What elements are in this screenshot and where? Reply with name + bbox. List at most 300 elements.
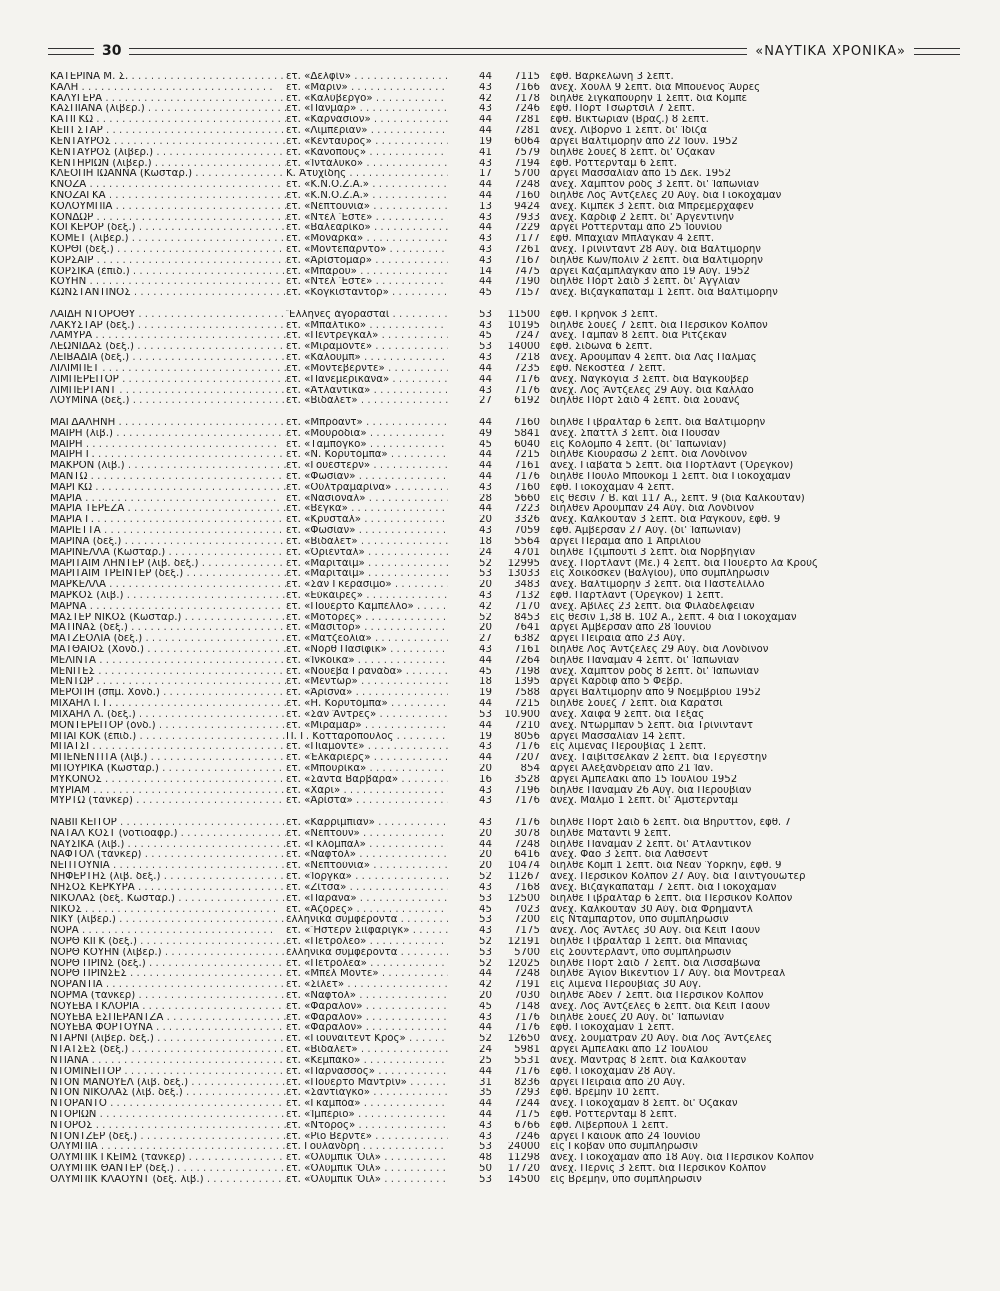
- ship-position: διῆλθε Γιβραλτὰρ 6 Σεπτ. διὰ Περσικὸν Κόλπον: [550, 893, 793, 904]
- ship-name: ΚΟΓΚΕΡΟΡ (δεξ.) . . .: [50, 223, 286, 234]
- ship-name: ΜΑΓΔΑΛΗΝΗ . . .: [50, 418, 286, 429]
- ship-position: ἀνεχ. Φάο 3 Σεπτ. διὰ Λάθσεντ: [550, 850, 709, 861]
- ship-owner: ετ. «Ναφτόλ» . . .: [286, 991, 448, 1002]
- ship-owner: ετ. «Βιδάλετ» . . .: [286, 537, 448, 548]
- ship-position: ἀνεχ. Μάλμο 1 Σεπτ. δι' Ἄμστερνταμ: [550, 796, 738, 807]
- ship-owner: ετ. «Κρυστάλ» . . .: [286, 515, 448, 526]
- table-row: [50, 775, 960, 786]
- ship-listing: [50, 72, 960, 1196]
- ship-owner: ετ. «Μοντεβέρντε» . . .: [286, 364, 448, 375]
- ship-position: διῆλθε Σουὲζ 20 Αὐγ. δι' Ἰαπωνίαν: [550, 1012, 725, 1023]
- ship-position: ἀργεῖ Ἀλεξάνδρειαν ἀπὸ 21 Ἰαν.: [550, 763, 714, 774]
- ship-year: 43: [479, 255, 492, 266]
- table-row: [50, 753, 960, 764]
- ship-name: ΝΟΡΘ ΠΡΙΝΣΕΣ . . .: [50, 969, 286, 980]
- ship-year: 53: [479, 342, 492, 353]
- ship-owner: ετ. «Ὀλύμπικ Ὄϊλ» . . .: [286, 1164, 448, 1175]
- ship-position: διῆλθε Πὸρτ Σαῒδ 4 Σεπτ. διὰ Σουάνζ: [550, 396, 740, 407]
- ship-tonnage: 7176: [514, 472, 540, 483]
- ship-name: ΛΑΙΔΗ ΝΤΟΡΟΘΥ . . .: [50, 310, 286, 321]
- ship-position: εἰς θέσιν 1,38 Β. 102 Α., Σεπτ. 4 διὰ Γιοκοχάμαν: [550, 612, 797, 623]
- ship-tonnage: 7196: [514, 785, 540, 796]
- ship-year: 45: [479, 331, 492, 342]
- ship-name: ΝΤΑΡΝΙ (λιβερ. δεξ.) . . .: [50, 1034, 286, 1045]
- ship-year: 14: [479, 266, 492, 277]
- ship-tonnage: 12191: [507, 936, 540, 947]
- header-rule-middle: [129, 48, 747, 55]
- ship-name: ΝΤΟΡΟΣ . . .: [50, 1121, 286, 1132]
- ship-name: ΚΟΥΗΝ . . .: [50, 277, 286, 288]
- ship-year: 44: [479, 223, 492, 234]
- ship-position: ἀργεῖ Πειραιᾶ ἀπὸ 23 Αὐγ.: [550, 634, 686, 645]
- ship-year: 48: [479, 1153, 492, 1164]
- table-row: [50, 1056, 960, 1067]
- ship-position: ἀργεῖ Ἀμπελάκι ἀπὸ 15 Ἰουλίου 1952: [550, 774, 738, 785]
- ship-year: 44: [479, 1109, 492, 1120]
- ship-owner: ετ. «Πέντρεγκαλ» . . .: [286, 331, 448, 342]
- ship-name: ΚΑΣΠΙΑΝΑ (λιβερ.) . . .: [50, 104, 286, 115]
- ship-name: ΜΑΡΝΑ . . .: [50, 602, 286, 613]
- ship-tonnage: 7246: [514, 1131, 540, 1142]
- ship-year: 43: [479, 320, 492, 331]
- ship-tonnage: 4701: [514, 547, 540, 558]
- ship-position: διῆλθε Σουὲζ 8 Σεπτ. δι' Ὀζάκαν: [550, 147, 715, 158]
- ship-name: ΜΑΡΙΑ Γ. . . .: [50, 515, 286, 526]
- ship-owner: ετ. «Νάσιοναλ» . . .: [286, 494, 448, 505]
- ship-owner: ετ. «Μάριν» . . .: [286, 83, 448, 94]
- table-row: [50, 450, 960, 461]
- ship-tonnage: 7132: [514, 590, 540, 601]
- ship-position: διῆλθε Ἄδεν 7 Σεπτ. διὰ Περσικὸν Κόλπον: [550, 991, 764, 1002]
- ship-name: ΝΟΡΑΝΤΙΑ . . .: [50, 980, 286, 991]
- ship-tonnage: 8236: [514, 1077, 540, 1088]
- header-rule-right: [914, 48, 960, 55]
- ship-tonnage: 8453: [514, 612, 540, 623]
- ship-position: διῆλθε Κιουρασὼ 2 Σεπτ. διὰ Λονδῖνον: [550, 450, 748, 461]
- ship-position: ἐφθ. Γιοκοχάμαν 28 Αὐγ.: [550, 1066, 676, 1077]
- ship-position: ἀνεχ. Χαϊφὰ 9 Σεπτ. διὰ Τέξας: [550, 709, 705, 720]
- ship-position: ἐφθ. Πάρτλαντ (Ὄρεγκον) 1 Σεπτ.: [550, 590, 724, 601]
- table-row: [50, 850, 960, 861]
- ship-position: εἰς Κολόμπο 4 Σεπτ. (δι' Ἰαπωνίαν): [550, 439, 727, 450]
- ship-position: ἀνεχ. Χούλλ 9 Σεπτ. διὰ Μπουένος Ἄϋρες: [550, 82, 761, 93]
- ship-name: ΜΠΑΤΣΙ . . .: [50, 742, 286, 753]
- ship-owner: ετ. «Φωσίαν» . . .: [286, 472, 448, 483]
- ship-owner: ετ. «Ἥστερν Σϊίφαριγκ» . . .: [286, 926, 448, 937]
- ship-tonnage: 7641: [514, 623, 540, 634]
- table-row: [50, 786, 960, 797]
- ship-year: 45: [479, 666, 492, 677]
- ship-year: 43: [479, 645, 492, 656]
- ship-year: 44: [479, 374, 492, 385]
- ship-name: ΝΟΡΘ ΠΡΙΝΣ (δεξ.) . . .: [50, 959, 286, 970]
- ship-year: 43: [479, 926, 492, 937]
- ship-owner: ετ. «Μπρόαντ» . . .: [286, 418, 448, 429]
- ship-year: 44: [479, 126, 492, 137]
- ship-year: 53: [479, 1174, 492, 1185]
- ship-tonnage: 5531: [514, 1055, 540, 1066]
- table-row: [50, 1067, 960, 1078]
- ship-position: ἀνεχ. Βιζαγκαπατὰμ 1 Σεπτ. διὰ Βαλτιμόρην: [550, 288, 778, 299]
- ship-owner: ετ. «Μέντωρ» . . .: [286, 677, 448, 688]
- ship-owner: ετ. «Ναφτόλ» . . .: [286, 850, 448, 861]
- ship-year: 44: [479, 180, 492, 191]
- ship-name: ΚΑΛΥΓΕΡΑ . . .: [50, 94, 286, 105]
- ship-owner: ετ. «Κ.Ν.Ο.Ζ.Α.» . . .: [286, 180, 448, 191]
- ship-year: 45: [479, 904, 492, 915]
- ship-year: 25: [479, 1055, 492, 1066]
- ship-tonnage: 7248: [514, 180, 540, 191]
- ship-year: 20: [479, 623, 492, 634]
- ship-tonnage: 7160: [514, 482, 540, 493]
- ship-position: ἐφθ. Πόρτ Τσώρτσιλ 7 Σεπτ.: [550, 104, 695, 115]
- ship-tonnage: 7200: [514, 915, 540, 926]
- ship-name: ΝΑΤΑΛ ΚΟΣΤ (νοτιοαφρ.) . . .: [50, 829, 286, 840]
- ship-year: 53: [479, 1142, 492, 1153]
- ship-tonnage: 7248: [514, 969, 540, 980]
- ship-position: ἀνεχ. Βαλτιμόρην 3 Σεπτ. διὰ Παστελίλλο: [550, 580, 765, 591]
- ship-owner: ετ. «Μπάλτικο» . . .: [286, 321, 448, 332]
- ship-tonnage: 7218: [514, 353, 540, 364]
- table-row: [50, 418, 960, 429]
- ship-owner: ετ. «Ἰμπέριο» . . .: [286, 1110, 448, 1121]
- ship-tonnage: 5981: [514, 1045, 540, 1056]
- table-row: [50, 710, 960, 721]
- ship-year: 53: [479, 915, 492, 926]
- ship-name: ΜΑΤΖΕΟΛΙΑ (δεξ.) . . .: [50, 634, 286, 645]
- ship-year: 43: [479, 353, 492, 364]
- ship-year: 44: [479, 839, 492, 850]
- table-row: [50, 688, 960, 699]
- ship-position: ἀνεχ. Κάρδιφ 2 Σεπτ. δι' Ἀργεντινὴν: [550, 212, 734, 223]
- ship-name: ΛΕΙΒΑΔΙΑ (δεξ.) . . .: [50, 353, 286, 364]
- ship-owner: ετ. «Πουέρτο Μαντρὶν» . . .: [286, 1078, 448, 1089]
- table-row: [50, 526, 960, 537]
- ship-position: διῆλθε Λὸς Ἄντζελες 29 Αὐγ. διὰ Λονδῖνον: [550, 645, 769, 656]
- ship-owner: ετ. «Ντόρος» . . .: [286, 1121, 448, 1132]
- ship-name: ΜΑΡΙΝΕΛΛΑ (Κωσταρ.) . . .: [50, 548, 286, 559]
- ship-tonnage: 7175: [514, 1109, 540, 1120]
- ship-year: 44: [479, 115, 492, 126]
- ship-year: 20: [479, 991, 492, 1002]
- ship-position: ἀργεῖ Πέραμα ἀπὸ 1 Ἀπριλίου: [550, 536, 701, 547]
- ship-position: ἐφθ. Γκρῆνοκ 3 Σεπτ.: [550, 309, 658, 320]
- ship-year: 43: [479, 785, 492, 796]
- ship-owner: ετ. «Γκλόμπαλ» . . .: [286, 840, 448, 851]
- ship-tonnage: 7191: [514, 980, 540, 991]
- ship-position: διῆλθε Πὸρτ Σαῒδ 7 Σεπτ. διὰ Λισσαβῶνα: [550, 958, 761, 969]
- ship-year: 44: [479, 190, 492, 201]
- ship-year: 44: [479, 1066, 492, 1077]
- ship-name: ΜΑΝΤΩ . . .: [50, 472, 286, 483]
- ship-position: ἀνεχ. Ναγκόγια 3 Σεπτ. διὰ Βαγκούβερ: [550, 374, 749, 385]
- ship-name: ΝΟΥΕΒΑ ΦΟΡΤΟΥΝΑ . . .: [50, 1023, 286, 1034]
- ship-owner: ετ. «Οὐλτραμαρίνα» . . .: [286, 483, 448, 494]
- table-row: [50, 1121, 960, 1132]
- ship-tonnage: 3528: [514, 774, 540, 785]
- ship-year: 41: [479, 147, 492, 158]
- ship-tonnage: 7161: [514, 645, 540, 656]
- ship-group: [50, 418, 960, 807]
- ship-tonnage: 7207: [514, 753, 540, 764]
- ship-name: ΜΙΧΑΗΛ Ι. Γ. . . .: [50, 699, 286, 710]
- ship-tonnage: 7235: [514, 363, 540, 374]
- table-row: [50, 277, 960, 288]
- ship-position: ἀνεχ. Καλκούταν 3 Σεπτ. διὰ Ραγκοὺν, ἐφθ. 9: [550, 515, 781, 526]
- ship-year: 20: [479, 515, 492, 526]
- ship-tonnage: 10.900: [504, 709, 540, 720]
- ship-year: 20: [479, 763, 492, 774]
- ship-owner: ετ. «Ἰόργκα» . . .: [286, 872, 448, 883]
- ship-position: διῆλθε Παναμὰν 4 Σεπτ. δι' Ἰαπωνίαν: [550, 655, 739, 666]
- ship-year: 43: [479, 1012, 492, 1023]
- ship-position: ἀνεχ. Σουμάτραν 20 Αὐγ. διὰ Λὸς Ἄντζελες: [550, 1034, 773, 1045]
- ship-year: 42: [479, 93, 492, 104]
- ship-tonnage: 7475: [514, 266, 540, 277]
- ship-position: ἀργεῖ Ἀμβέρσαν ἀπὸ 28 Ἰουνίου: [550, 623, 712, 634]
- table-row: [50, 461, 960, 472]
- ship-year: 18: [479, 677, 492, 688]
- ship-name: ΜΕΝΙΤΕΣ . . .: [50, 667, 286, 678]
- ship-position: ἐφθ. Βρέμην 10 Σεπτ.: [550, 1088, 660, 1099]
- ship-owner: ετ. «Ἐλκάριερς» . . .: [286, 753, 448, 764]
- ship-tonnage: 7166: [514, 82, 540, 93]
- ship-owner: ετ. «Ἀζόρες» . . .: [286, 905, 448, 916]
- ship-tonnage: 7281: [514, 126, 540, 137]
- ship-name: ΚΕΝΤΑΥΡΟΣ (λιβερ.) . . .: [50, 148, 286, 159]
- ship-name: ΜΠΟΥΡΙΚΑ (Κωσταρ.) . . .: [50, 764, 286, 775]
- table-row: [50, 656, 960, 667]
- ship-year: 44: [479, 417, 492, 428]
- ship-position: ἐφθ. Ρόττερνταμ 6 Σεπτ.: [550, 158, 677, 169]
- table-row: [50, 483, 960, 494]
- ship-year: 43: [479, 385, 492, 396]
- ship-owner: ετ. «Μιραμόντε» . . .: [286, 342, 448, 353]
- ship-position: ἀνεχ. Πέρνις 3 Σεπτ. διὰ Περσικὸν Κόλπον: [550, 1164, 767, 1175]
- table-row: [50, 861, 960, 872]
- ship-owner: ετ. «Μιραμάρ» . . .: [286, 721, 448, 732]
- table-row: [50, 818, 960, 829]
- ship-owner: ετ. «Γιουνάϊτεντ Κρὸς» . . .: [286, 1034, 448, 1045]
- ship-tonnage: 7175: [514, 926, 540, 937]
- table-row: [50, 83, 960, 94]
- table-row: [50, 115, 960, 126]
- ship-tonnage: 7177: [514, 234, 540, 245]
- ship-name: ΟΛΥΜΠΙΚ ΘΑΝΤΕΡ (δεξ.) . . .: [50, 1164, 286, 1175]
- table-row: [50, 504, 960, 515]
- ship-name: ΛΑΜΥΡΑ . . .: [50, 331, 286, 342]
- ship-owner: ετ. «Χάρι» . . .: [286, 786, 448, 797]
- ship-name: ΚΕΝΤΗΡΙΩΝ (λιβερ.) . . .: [50, 159, 286, 170]
- ship-year: 43: [479, 158, 492, 169]
- page-header: [48, 40, 960, 62]
- table-row: [50, 742, 960, 753]
- ship-year: 43: [479, 742, 492, 753]
- ship-tonnage: 6416: [514, 850, 540, 861]
- ship-tonnage: 7148: [514, 1001, 540, 1012]
- ship-name: ΝΤΟΝΤΖΕΡ (δεξ.) . . .: [50, 1132, 286, 1143]
- ship-tonnage: 854: [520, 763, 540, 774]
- ship-year: 18: [479, 536, 492, 547]
- ship-owner: ετ. «Βαλεαρίκο» . . .: [286, 223, 448, 234]
- table-row: [50, 1132, 960, 1143]
- ship-tonnage: 7160: [514, 417, 540, 428]
- ship-owner: ετ. «Σάντα Βαρβάρα» . . .: [286, 775, 448, 786]
- table-row: [50, 699, 960, 710]
- table-row: [50, 580, 960, 591]
- table-row: [50, 267, 960, 278]
- ship-name: ΝΟΡΘ ΚΟΥΗΝ (λιβερ.) . . .: [50, 948, 286, 959]
- ship-name: ΝΗΣΟΣ ΚΕΡΚΥΡΑ . . .: [50, 883, 286, 894]
- table-row: [50, 667, 960, 678]
- ship-tonnage: 7176: [514, 385, 540, 396]
- ship-owner: ετ. «Ἰντάλυκο» . . .: [286, 159, 448, 170]
- ship-year: 44: [479, 450, 492, 461]
- ship-tonnage: 7246: [514, 104, 540, 115]
- ship-owner: ετ. «Κεμπάκο» . . .: [286, 1056, 448, 1067]
- ship-name: ΚΝΟΖΑΓΚΑ . . .: [50, 191, 286, 202]
- ship-year: 43: [479, 526, 492, 537]
- ship-tonnage: 7178: [514, 93, 540, 104]
- ship-tonnage: 7210: [514, 720, 540, 731]
- ship-year: 43: [479, 818, 492, 829]
- ship-tonnage: 13033: [507, 569, 540, 580]
- ship-position: ἀνεχ. Λιβόρνο 1 Σεπτ. δι' Ἰδίζα: [550, 126, 707, 137]
- ship-tonnage: 7247: [514, 331, 540, 342]
- ship-owner: ετ. «Φωσίαν» . . .: [286, 526, 448, 537]
- ship-tonnage: 7023: [514, 904, 540, 915]
- table-row: [50, 223, 960, 234]
- ship-owner: ετ. «Γουέστερν» . . .: [286, 461, 448, 472]
- ship-owner: ετ. «Ἀρίστομαρ» . . .: [286, 256, 448, 267]
- ship-owner: ετ. «Μουρόδια» . . .: [286, 429, 448, 440]
- ship-name: ΜΥΡΙΑΜ . . .: [50, 786, 286, 797]
- ship-name: ΜΑΡΙΑ ΤΕΡΕΖΑ . . .: [50, 504, 286, 515]
- ship-name: ΛΕΩΝΙΔΑΣ (δεξ.) . . .: [50, 342, 286, 353]
- ship-year: 50: [479, 1164, 492, 1175]
- ship-year: 52: [479, 872, 492, 883]
- ship-position: ἀνεχ. Περσικὸν Κόλπον 27 Αὐγ. διὰ Ταϊντγουώτερ: [550, 872, 806, 883]
- table-row: [50, 1002, 960, 1013]
- ship-name: ΚΝΟΖΑ . . .: [50, 180, 286, 191]
- ship-owner: ετ. «Σὰν Γκεράσιμο» . . .: [286, 580, 448, 591]
- ship-year: 53: [479, 947, 492, 958]
- ship-position: εἰς Γκόβαν ὑπὸ συμπλήρωσιν: [550, 1142, 698, 1153]
- ship-name: ΜΑΙΡΗ Γ. . . .: [50, 450, 286, 461]
- table-row: [50, 1023, 960, 1034]
- ship-name: ΝΑΥΣΙΚΑ (λιβ.) . . .: [50, 840, 286, 851]
- ship-position: ἐφθ. Γιοκοχάμαν 4 Σεπτ.: [550, 482, 675, 493]
- ship-position: ἀνεχ. Μαντρὰς 8 Σεπτ. διὰ Καλκούταν: [550, 1055, 747, 1066]
- ship-tonnage: 7176: [514, 1012, 540, 1023]
- ship-tonnage: 7194: [514, 158, 540, 169]
- ship-name: ΜΕΝΤΩΡ . . .: [50, 677, 286, 688]
- ship-owner: ετ. «Ἰνκόϊκα» . . .: [286, 656, 448, 667]
- ship-owner: ετ. «Καρριμπιαν» . . .: [286, 818, 448, 829]
- ship-owner: ετ. «Καλύβεργο» . . .: [286, 94, 448, 105]
- ship-owner: ετ. «Μοντεπάρντο» . . .: [286, 245, 448, 256]
- ship-name: ΝΑΒΙΓΚΕΙΤΟΡ . . .: [50, 818, 286, 829]
- ship-tonnage: 7215: [514, 450, 540, 461]
- ship-name: ΝΟΡΘ ΚΙΓΚ (δεξ.) . . .: [50, 937, 286, 948]
- ship-tonnage: 10195: [507, 320, 540, 331]
- ship-tonnage: 6766: [514, 1120, 540, 1131]
- table-row: [50, 494, 960, 505]
- ship-year: 20: [479, 861, 492, 872]
- ship-year: 20: [479, 828, 492, 839]
- ship-tonnage: 12650: [507, 1034, 540, 1045]
- ship-name: ΚΟΡΘΙ (δεξ.) . . .: [50, 245, 286, 256]
- ship-year: 42: [479, 980, 492, 991]
- table-row: [50, 894, 960, 905]
- table-row: [50, 602, 960, 613]
- ship-tonnage: 3078: [514, 828, 540, 839]
- ship-year: 52: [479, 612, 492, 623]
- ship-year: 44: [479, 363, 492, 374]
- ship-name: ΜΕΡΟΠΗ (σπμ. Χονδ.) . . .: [50, 688, 286, 699]
- ship-tonnage: 6064: [514, 136, 540, 147]
- ship-name: ΜΑΡΙΤΑΙΜ ΤΡΕΙΝΤΕΡ (δεξ.) . . .: [50, 569, 286, 580]
- table-row: [50, 1142, 960, 1153]
- ship-name: ΝΟΡΑ . . .: [50, 926, 286, 937]
- ship-name: ΜΕΛΙΝΤΑ . . .: [50, 656, 286, 667]
- table-row: [50, 310, 960, 321]
- table-row: [50, 213, 960, 224]
- ship-year: 43: [479, 212, 492, 223]
- table-row: [50, 234, 960, 245]
- ship-year: 20: [479, 850, 492, 861]
- ship-name: ΜΠΑΓΚΟΚ (ἑπιδ.) . . .: [50, 732, 286, 743]
- ship-year: 44: [479, 504, 492, 515]
- ship-year: 44: [479, 699, 492, 710]
- ship-position: εἰς Ντάμπαρτον, ὑπὸ συμπλήρωσιν: [550, 915, 729, 926]
- ship-name: ΟΛΥΜΠΙΚ ΚΛΑΟΥΝΤ (δεξ. λιβ.) . . .: [50, 1175, 286, 1186]
- ship-name: ΜΥΡΤΩ (τάνκερ) . . .: [50, 796, 286, 807]
- ship-tonnage: 10474: [507, 861, 540, 872]
- table-row: [50, 677, 960, 688]
- ship-name: ΜΑΙΡΗ . . .: [50, 440, 286, 451]
- ship-tonnage: 11500: [507, 309, 540, 320]
- ship-name: ΜΑΡΙΤΑΙΜ ΛΗΝΤΕΡ (λιβ. δεξ.) . . .: [50, 559, 286, 570]
- table-row: [50, 1013, 960, 1024]
- header-rule-left: [48, 48, 94, 55]
- table-row: [50, 342, 960, 353]
- table-row: [50, 623, 960, 634]
- ship-tonnage: 6192: [514, 396, 540, 407]
- ship-year: 27: [479, 396, 492, 407]
- ship-position: ἀνεχ. Χάμπτον ρόδς 3 Σεπτ. δι' Ἰαπωνίαν: [550, 180, 759, 191]
- ship-tonnage: 5700: [514, 169, 540, 180]
- ship-name: ΝΤΟΝ ΜΑΝΟΥΕΛ (λιβ. δεξ.) . . .: [50, 1078, 286, 1089]
- ship-position: ἀνεχ. Καλκούταν 30 Αὐγ. διὰ Φρῆμαντλ: [550, 904, 753, 915]
- ship-name: ΚΕΙΠ ΣΤΑΡ . . .: [50, 126, 286, 137]
- ship-position: ἐφθ. Βικτώριαν (Βραζ.) 8 Σεπτ.: [550, 115, 709, 126]
- ship-tonnage: 7115: [514, 72, 540, 82]
- table-row: [50, 905, 960, 916]
- table-row: [50, 256, 960, 267]
- ship-tonnage: 7293: [514, 1088, 540, 1099]
- ship-year: 43: [479, 104, 492, 115]
- ship-owner: ετ. «Βιδάλετ» . . .: [286, 396, 448, 407]
- ship-position: διῆλθε Πὸρτ Σαῒδ 6 Σεπτ. διὰ Βηρυττόν, ἐφθ. 7: [550, 818, 791, 829]
- ship-tonnage: 14000: [507, 342, 540, 353]
- ship-year: 52: [479, 958, 492, 969]
- ship-owner: ετ. «Βέγκα» . . .: [286, 504, 448, 515]
- ship-name: ΝΑΦΤΟΛ (τάνκερ) . . .: [50, 850, 286, 861]
- ship-tonnage: 7176: [514, 1066, 540, 1077]
- ship-tonnage: 12025: [507, 958, 540, 969]
- ship-tonnage: 7215: [514, 699, 540, 710]
